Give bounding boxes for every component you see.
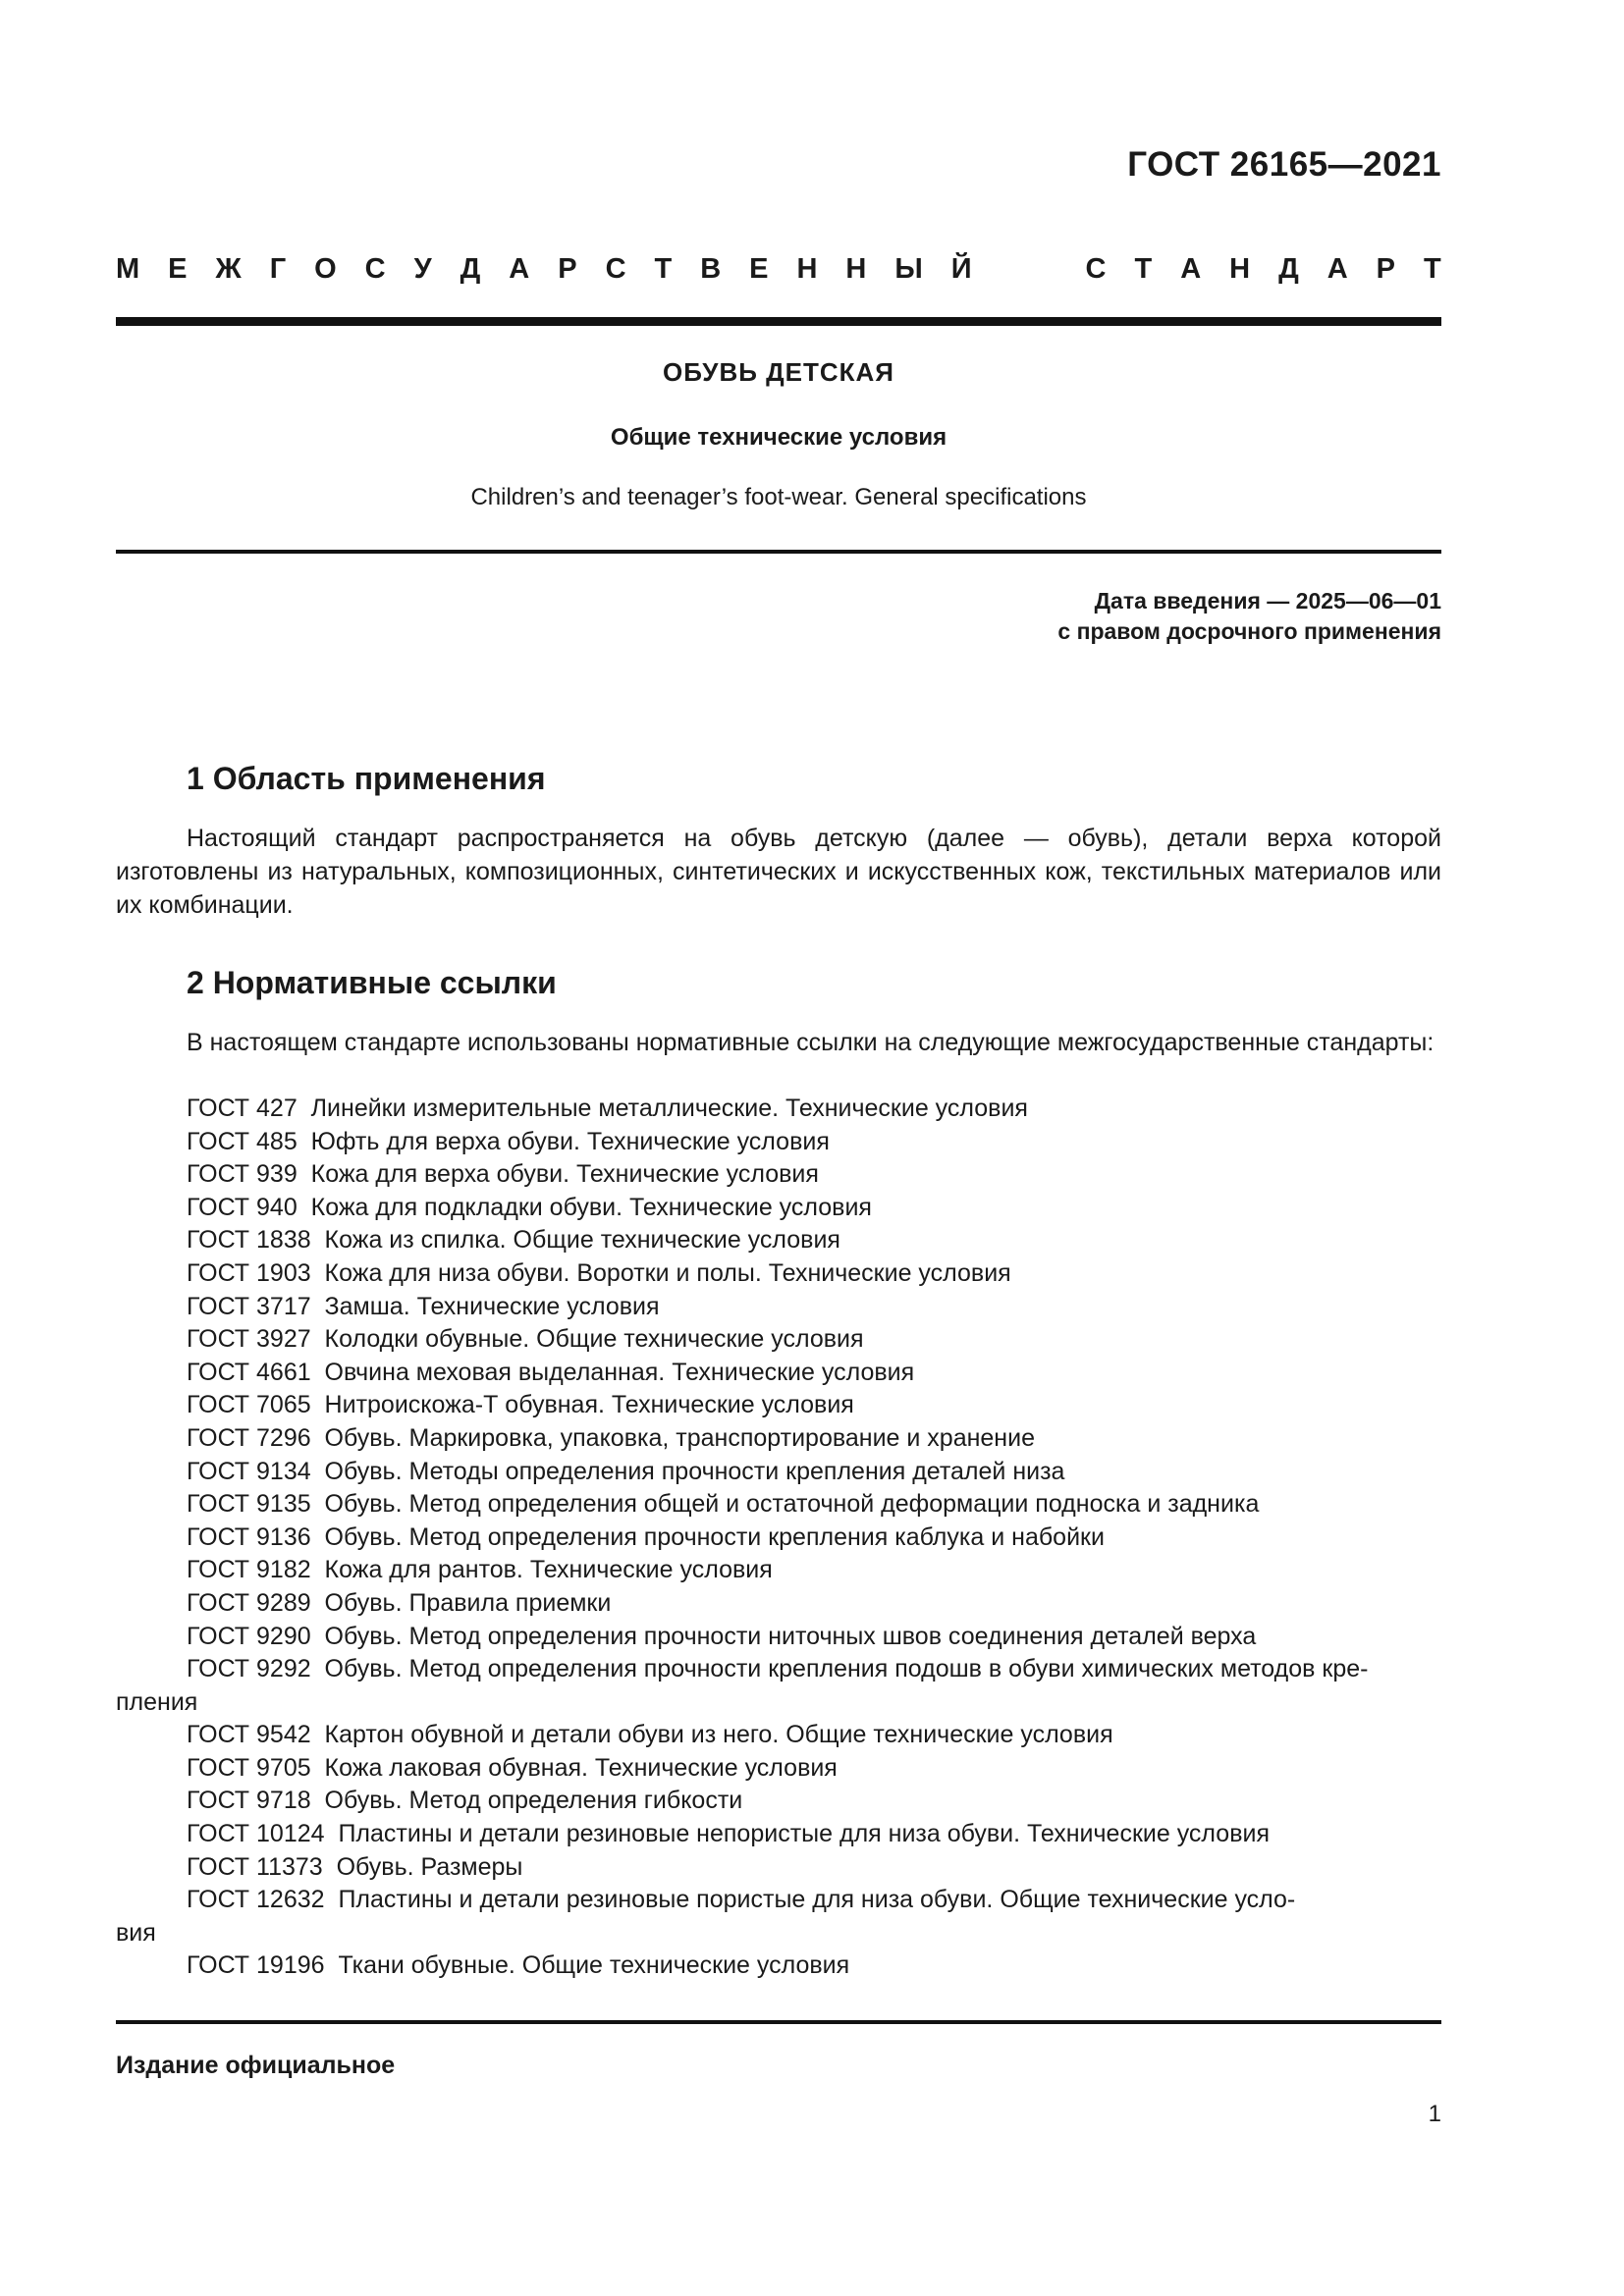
english-title: Children’s and teenager’s foot-wear. General specifications bbox=[470, 484, 1087, 510]
reference-code: ГОСТ 3927 bbox=[187, 1325, 311, 1354]
banner-letter: Н bbox=[1229, 253, 1251, 285]
reference-title: Овчина меховая выделанная. Технические условия bbox=[324, 1358, 915, 1386]
reference-code: ГОСТ 3717 bbox=[187, 1292, 311, 1320]
reference-continuation: пления bbox=[116, 1687, 198, 1716]
reference-title: Пластины и детали резиновые пористые для низа обуви. Общие технические усло- bbox=[338, 1886, 1296, 1914]
reference-code: ГОСТ 9290 bbox=[187, 1622, 311, 1650]
banner-letter: А bbox=[1326, 253, 1348, 285]
banner-letter: Н bbox=[845, 253, 867, 285]
reference-title: Обувь. Метод определения гибкости bbox=[324, 1787, 743, 1815]
reference-continuation: вия bbox=[116, 1918, 156, 1947]
reference-item bbox=[116, 1488, 1441, 1522]
header-rule bbox=[116, 317, 1441, 326]
reference-title: Кожа для рантов. Технические условия bbox=[324, 1556, 773, 1584]
reference-item bbox=[116, 1719, 1441, 1752]
reference-title: Обувь. Метод определения общей и остаточной деформации подноска и задника bbox=[324, 1490, 1260, 1519]
early-application-note: с правом досрочного применения bbox=[1057, 618, 1441, 644]
reference-title: Пластины и детали резиновые непористые для низа обуви. Технические условия bbox=[338, 1820, 1270, 1848]
reference-code: ГОСТ 9136 bbox=[187, 1522, 311, 1551]
banner-letter: М bbox=[116, 253, 140, 285]
reference-item bbox=[116, 1158, 1441, 1192]
reference-title: Замша. Технические условия bbox=[324, 1292, 660, 1320]
banner-letter: С bbox=[605, 253, 626, 285]
reference-item bbox=[116, 1752, 1441, 1786]
banner-letter: Н bbox=[796, 253, 818, 285]
reference-code: ГОСТ 7065 bbox=[187, 1391, 311, 1419]
reference-title: Ткани обувные. Общие технические условия bbox=[338, 1951, 850, 1980]
reference-code: ГОСТ 9705 bbox=[187, 1753, 311, 1782]
banner-letter: Т bbox=[654, 253, 673, 285]
reference-title: Нитроискожа-Т обувная. Технические условия bbox=[324, 1391, 854, 1419]
banner-letter: Е bbox=[749, 253, 769, 285]
banner-letter: Е bbox=[168, 253, 188, 285]
reference-title: Юфть для верха обуви. Технические условия bbox=[310, 1127, 830, 1155]
banner-letter: Д bbox=[460, 253, 481, 285]
reference-code: ГОСТ 9182 bbox=[187, 1556, 311, 1584]
reference-title: Кожа для подкладки обуви. Технические условия bbox=[310, 1193, 872, 1221]
reference-code: ГОСТ 9542 bbox=[187, 1721, 311, 1749]
reference-code: ГОСТ 427 bbox=[187, 1095, 298, 1122]
reference-item bbox=[116, 1357, 1441, 1390]
footer-rule bbox=[116, 2020, 1441, 2024]
reference-code: ГОСТ 9135 bbox=[187, 1490, 311, 1519]
reference-title: Обувь. Правила приемки bbox=[324, 1588, 612, 1617]
banner-letter: Г bbox=[269, 253, 287, 285]
banner-letter: О bbox=[314, 253, 337, 285]
banner-letter: А bbox=[1180, 253, 1202, 285]
section-2-heading: 2 Нормативные ссылки bbox=[187, 965, 557, 1000]
reference-item bbox=[116, 1621, 1441, 1654]
reference-code: ГОСТ 939 bbox=[187, 1160, 298, 1189]
document-code: ГОСТ 26165—2021 bbox=[1127, 145, 1441, 184]
reference-title: Картон обувной и детали обуви из него. Общие технические условия bbox=[324, 1721, 1113, 1749]
reference-item bbox=[116, 1949, 1441, 1983]
banner-letter: Т bbox=[1134, 253, 1153, 285]
reference-title: Кожа из спилка. Общие технические условия bbox=[324, 1226, 840, 1255]
reference-item bbox=[116, 1224, 1441, 1257]
banner-letter: Ы bbox=[894, 253, 923, 285]
reference-code: ГОСТ 9292 bbox=[187, 1655, 311, 1683]
section-2-intro bbox=[116, 1026, 1441, 1059]
reference-code: ГОСТ 1838 bbox=[187, 1226, 311, 1255]
introduction-date-block bbox=[1057, 586, 1441, 647]
reference-item bbox=[116, 1291, 1441, 1324]
banner-gap bbox=[1001, 253, 1057, 286]
reference-item bbox=[116, 1422, 1441, 1456]
reference-item bbox=[116, 1389, 1441, 1422]
reference-item bbox=[116, 1653, 1441, 1686]
reference-title: Обувь. Методы определения прочности крепления деталей низа bbox=[324, 1457, 1065, 1485]
reference-code: ГОСТ 7296 bbox=[187, 1423, 311, 1452]
standard-banner bbox=[116, 253, 1441, 286]
reference-item bbox=[116, 1818, 1441, 1851]
document-subtitle: Общие технические условия bbox=[610, 424, 947, 451]
reference-item bbox=[116, 1323, 1441, 1357]
reference-item bbox=[116, 1257, 1441, 1291]
document-title: ОБУВЬ ДЕТСКАЯ bbox=[663, 357, 894, 387]
banner-letter: Ж bbox=[215, 253, 242, 285]
banner-letter: С bbox=[364, 253, 386, 285]
banner-letter: Р bbox=[1376, 253, 1395, 285]
reference-code: ГОСТ 19196 bbox=[187, 1951, 325, 1980]
reference-title: Обувь. Размеры bbox=[336, 1852, 523, 1881]
banner-letter: Р bbox=[558, 253, 577, 285]
reference-title: Обувь. Метод определения прочности крепления каблука и набойки bbox=[324, 1522, 1105, 1551]
reference-item bbox=[116, 1851, 1441, 1885]
reference-title: Кожа лаковая обувная. Технические условия bbox=[324, 1753, 838, 1782]
banner-letter: В bbox=[700, 253, 722, 285]
reference-title: Кожа для верха обуви. Технические условия bbox=[310, 1160, 819, 1189]
reference-code: ГОСТ 940 bbox=[187, 1193, 298, 1221]
reference-item bbox=[116, 1554, 1441, 1587]
section-1-text bbox=[116, 822, 1441, 922]
introduction-date: Дата введения — 2025—06—01 bbox=[1094, 588, 1441, 614]
reference-item bbox=[116, 1192, 1441, 1225]
reference-item bbox=[116, 1126, 1441, 1159]
reference-code: ГОСТ 485 bbox=[187, 1127, 298, 1155]
reference-code: ГОСТ 9718 bbox=[187, 1787, 311, 1815]
reference-title: Линейки измерительные металлические. Технические условия bbox=[310, 1095, 1028, 1122]
section-1-heading: 1 Область применения bbox=[187, 761, 546, 796]
reference-code: ГОСТ 10124 bbox=[187, 1820, 325, 1848]
reference-code: ГОСТ 12632 bbox=[187, 1886, 325, 1914]
banner-letter: Й bbox=[950, 253, 972, 285]
reference-code: ГОСТ 9289 bbox=[187, 1588, 311, 1617]
reference-code: ГОСТ 4661 bbox=[187, 1358, 311, 1386]
reference-title: Кожа для низа обуви. Воротки и полы. Технические условия bbox=[324, 1258, 1011, 1287]
reference-item bbox=[116, 1884, 1441, 1917]
reference-code: ГОСТ 9134 bbox=[187, 1457, 311, 1485]
reference-item bbox=[116, 1093, 1441, 1126]
title-rule bbox=[116, 550, 1441, 554]
normative-references-list bbox=[116, 1093, 1441, 1983]
section-2-intro-text: В настоящем стандарте использованы нормативные ссылки на следующие межгосударственные стандарты: bbox=[187, 1029, 1435, 1056]
reference-title: Обувь. Маркировка, упаковка, транспортирование и хранение bbox=[324, 1423, 1035, 1452]
banner-letter: С bbox=[1085, 253, 1107, 285]
official-edition-label: Издание официальное bbox=[116, 2052, 396, 2079]
page-number: 1 bbox=[1428, 2101, 1441, 2127]
banner-letter: А bbox=[509, 253, 530, 285]
banner-letter: Т bbox=[1423, 253, 1441, 285]
banner-letter: У bbox=[413, 253, 432, 285]
section-1-paragraph: Настоящий стандарт распространяется на обувь детскую (далее — обувь), детали верха которой изготовлены из натуральных, композиционных, синтетических и искусственных кож, текстильных материалов или их комбинации. bbox=[116, 825, 1441, 919]
reference-title: Обувь. Метод определения прочности ниточных швов соединения деталей верха bbox=[324, 1622, 1257, 1650]
reference-item bbox=[116, 1587, 1441, 1621]
reference-title: Обувь. Метод определения прочности крепления подошв в обуви химических методов кре- bbox=[324, 1655, 1369, 1683]
banner-letter: Д bbox=[1278, 253, 1299, 285]
reference-code: ГОСТ 1903 bbox=[187, 1258, 311, 1287]
reference-item bbox=[116, 1456, 1441, 1489]
reference-title: Колодки обувные. Общие технические условия bbox=[324, 1325, 864, 1354]
reference-code: ГОСТ 11373 bbox=[187, 1852, 323, 1881]
reference-item bbox=[116, 1785, 1441, 1818]
reference-item bbox=[116, 1522, 1441, 1555]
